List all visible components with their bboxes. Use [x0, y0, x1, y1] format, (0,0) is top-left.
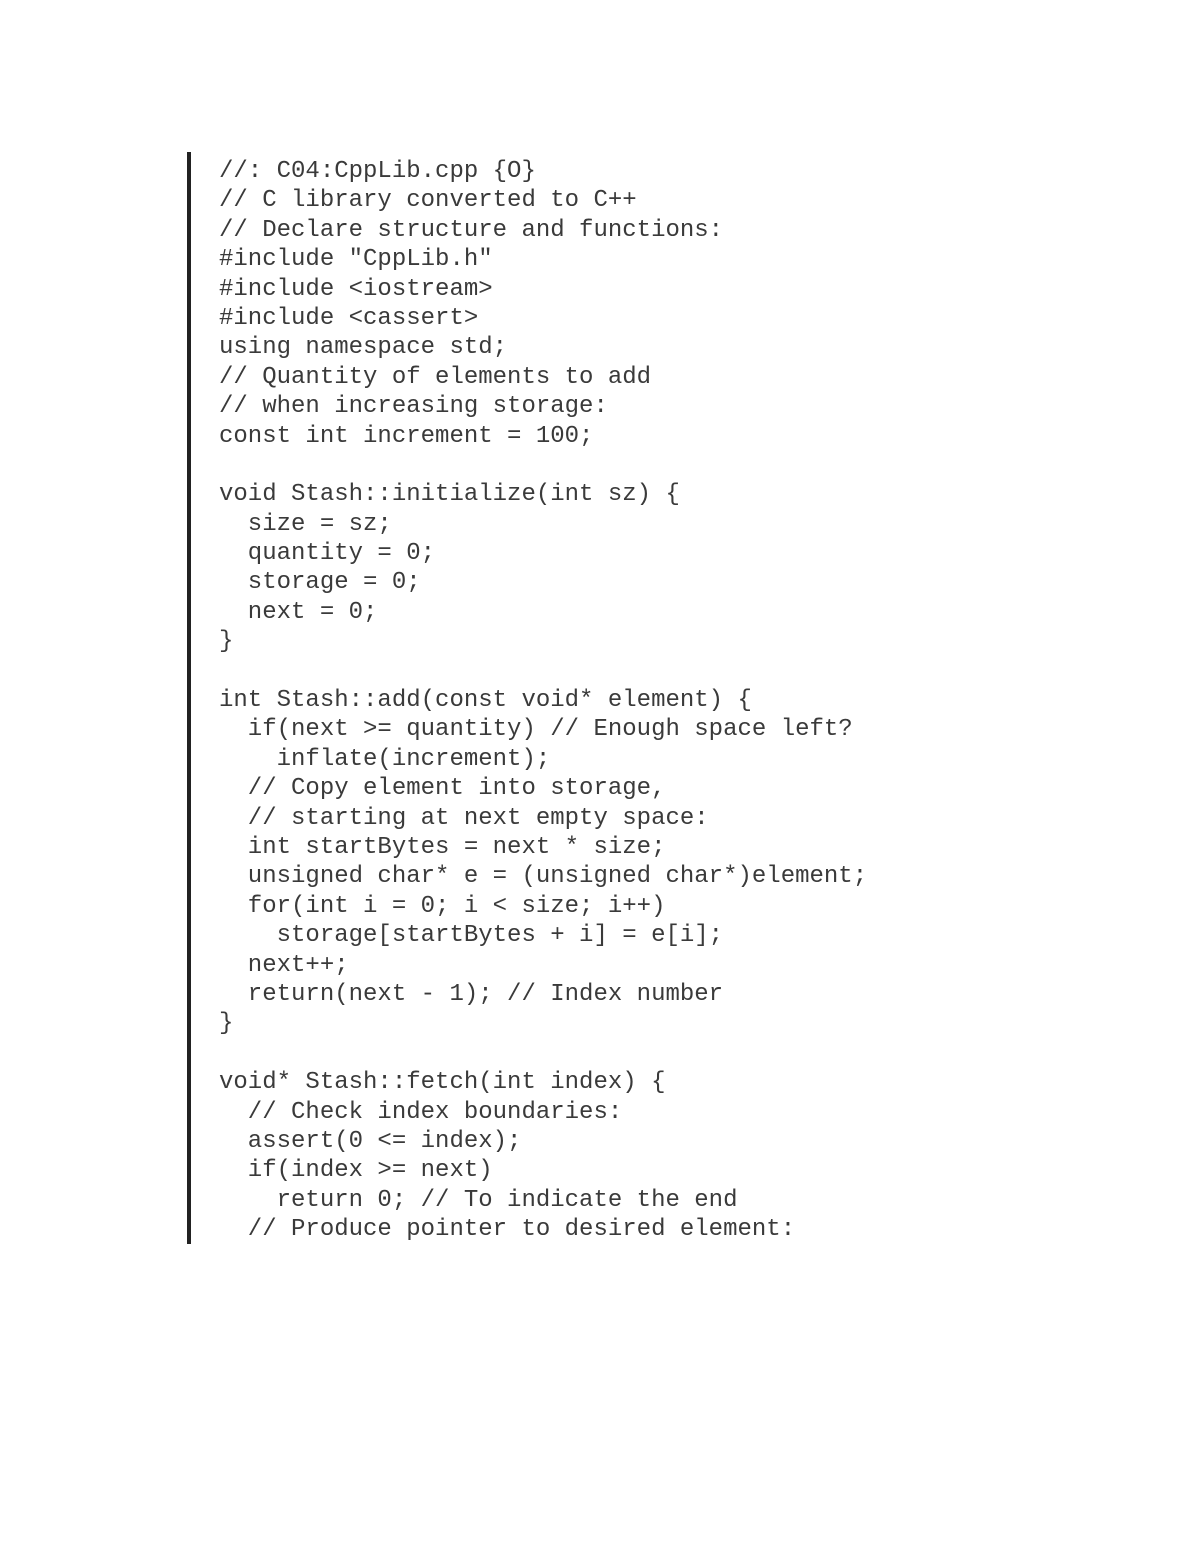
code-line: } — [219, 628, 234, 656]
code-line — [219, 451, 867, 480]
code-line: return(next - 1); // Index number — [219, 980, 724, 1008]
code-line: // C library converted to C++ — [219, 187, 637, 215]
code-listing — [219, 157, 867, 1244]
code-line: // Declare structure and functions: — [219, 216, 724, 244]
code-line: size = sz; — [219, 510, 392, 538]
code-line — [219, 657, 867, 686]
code-line: inflate(increment); — [219, 745, 551, 773]
code-line: const int increment = 100; — [219, 422, 594, 450]
code-line: if(index >= next) — [219, 1157, 493, 1185]
code-line: } — [219, 1010, 234, 1038]
code-line: storage[startBytes + i] = e[i]; — [219, 922, 724, 950]
code-line: int startBytes = next * size; — [219, 833, 666, 861]
code-line: if(next >= quantity) // Enough space left? — [219, 716, 853, 744]
code-line: #include <iostream> — [219, 275, 493, 303]
code-line: for(int i = 0; i < size; i++) — [219, 892, 666, 920]
code-line: quantity = 0; — [219, 540, 436, 568]
code-line: // Produce pointer to desired element: — [219, 1216, 796, 1244]
code-line: #include <cassert> — [219, 304, 479, 332]
code-line: // when increasing storage: — [219, 393, 608, 421]
code-line: assert(0 <= index); — [219, 1127, 522, 1155]
code-line: #include "CppLib.h" — [219, 246, 493, 274]
code-line: void* Stash::fetch(int index) { — [219, 1069, 666, 1097]
code-line: using namespace std; — [219, 334, 508, 362]
code-line: // Check index boundaries: — [219, 1098, 623, 1126]
code-line: int Stash::add(const void* element) { — [219, 687, 752, 715]
code-line — [219, 1039, 867, 1068]
code-line: return 0; // To indicate the end — [219, 1186, 738, 1214]
code-line: // Quantity of elements to add — [219, 363, 652, 391]
code-line: // starting at next empty space: — [219, 804, 709, 832]
code-line: unsigned char* e = (unsigned char*)element; — [219, 863, 868, 891]
code-margin-bar — [187, 152, 191, 1244]
code-line: next++; — [219, 951, 349, 979]
code-line: // Copy element into storage, — [219, 775, 666, 803]
code-line: storage = 0; — [219, 569, 421, 597]
code-line: //: C04:CppLib.cpp {O} — [219, 158, 536, 185]
code-line: next = 0; — [219, 598, 378, 626]
code-line: void Stash::initialize(int sz) { — [219, 481, 680, 509]
